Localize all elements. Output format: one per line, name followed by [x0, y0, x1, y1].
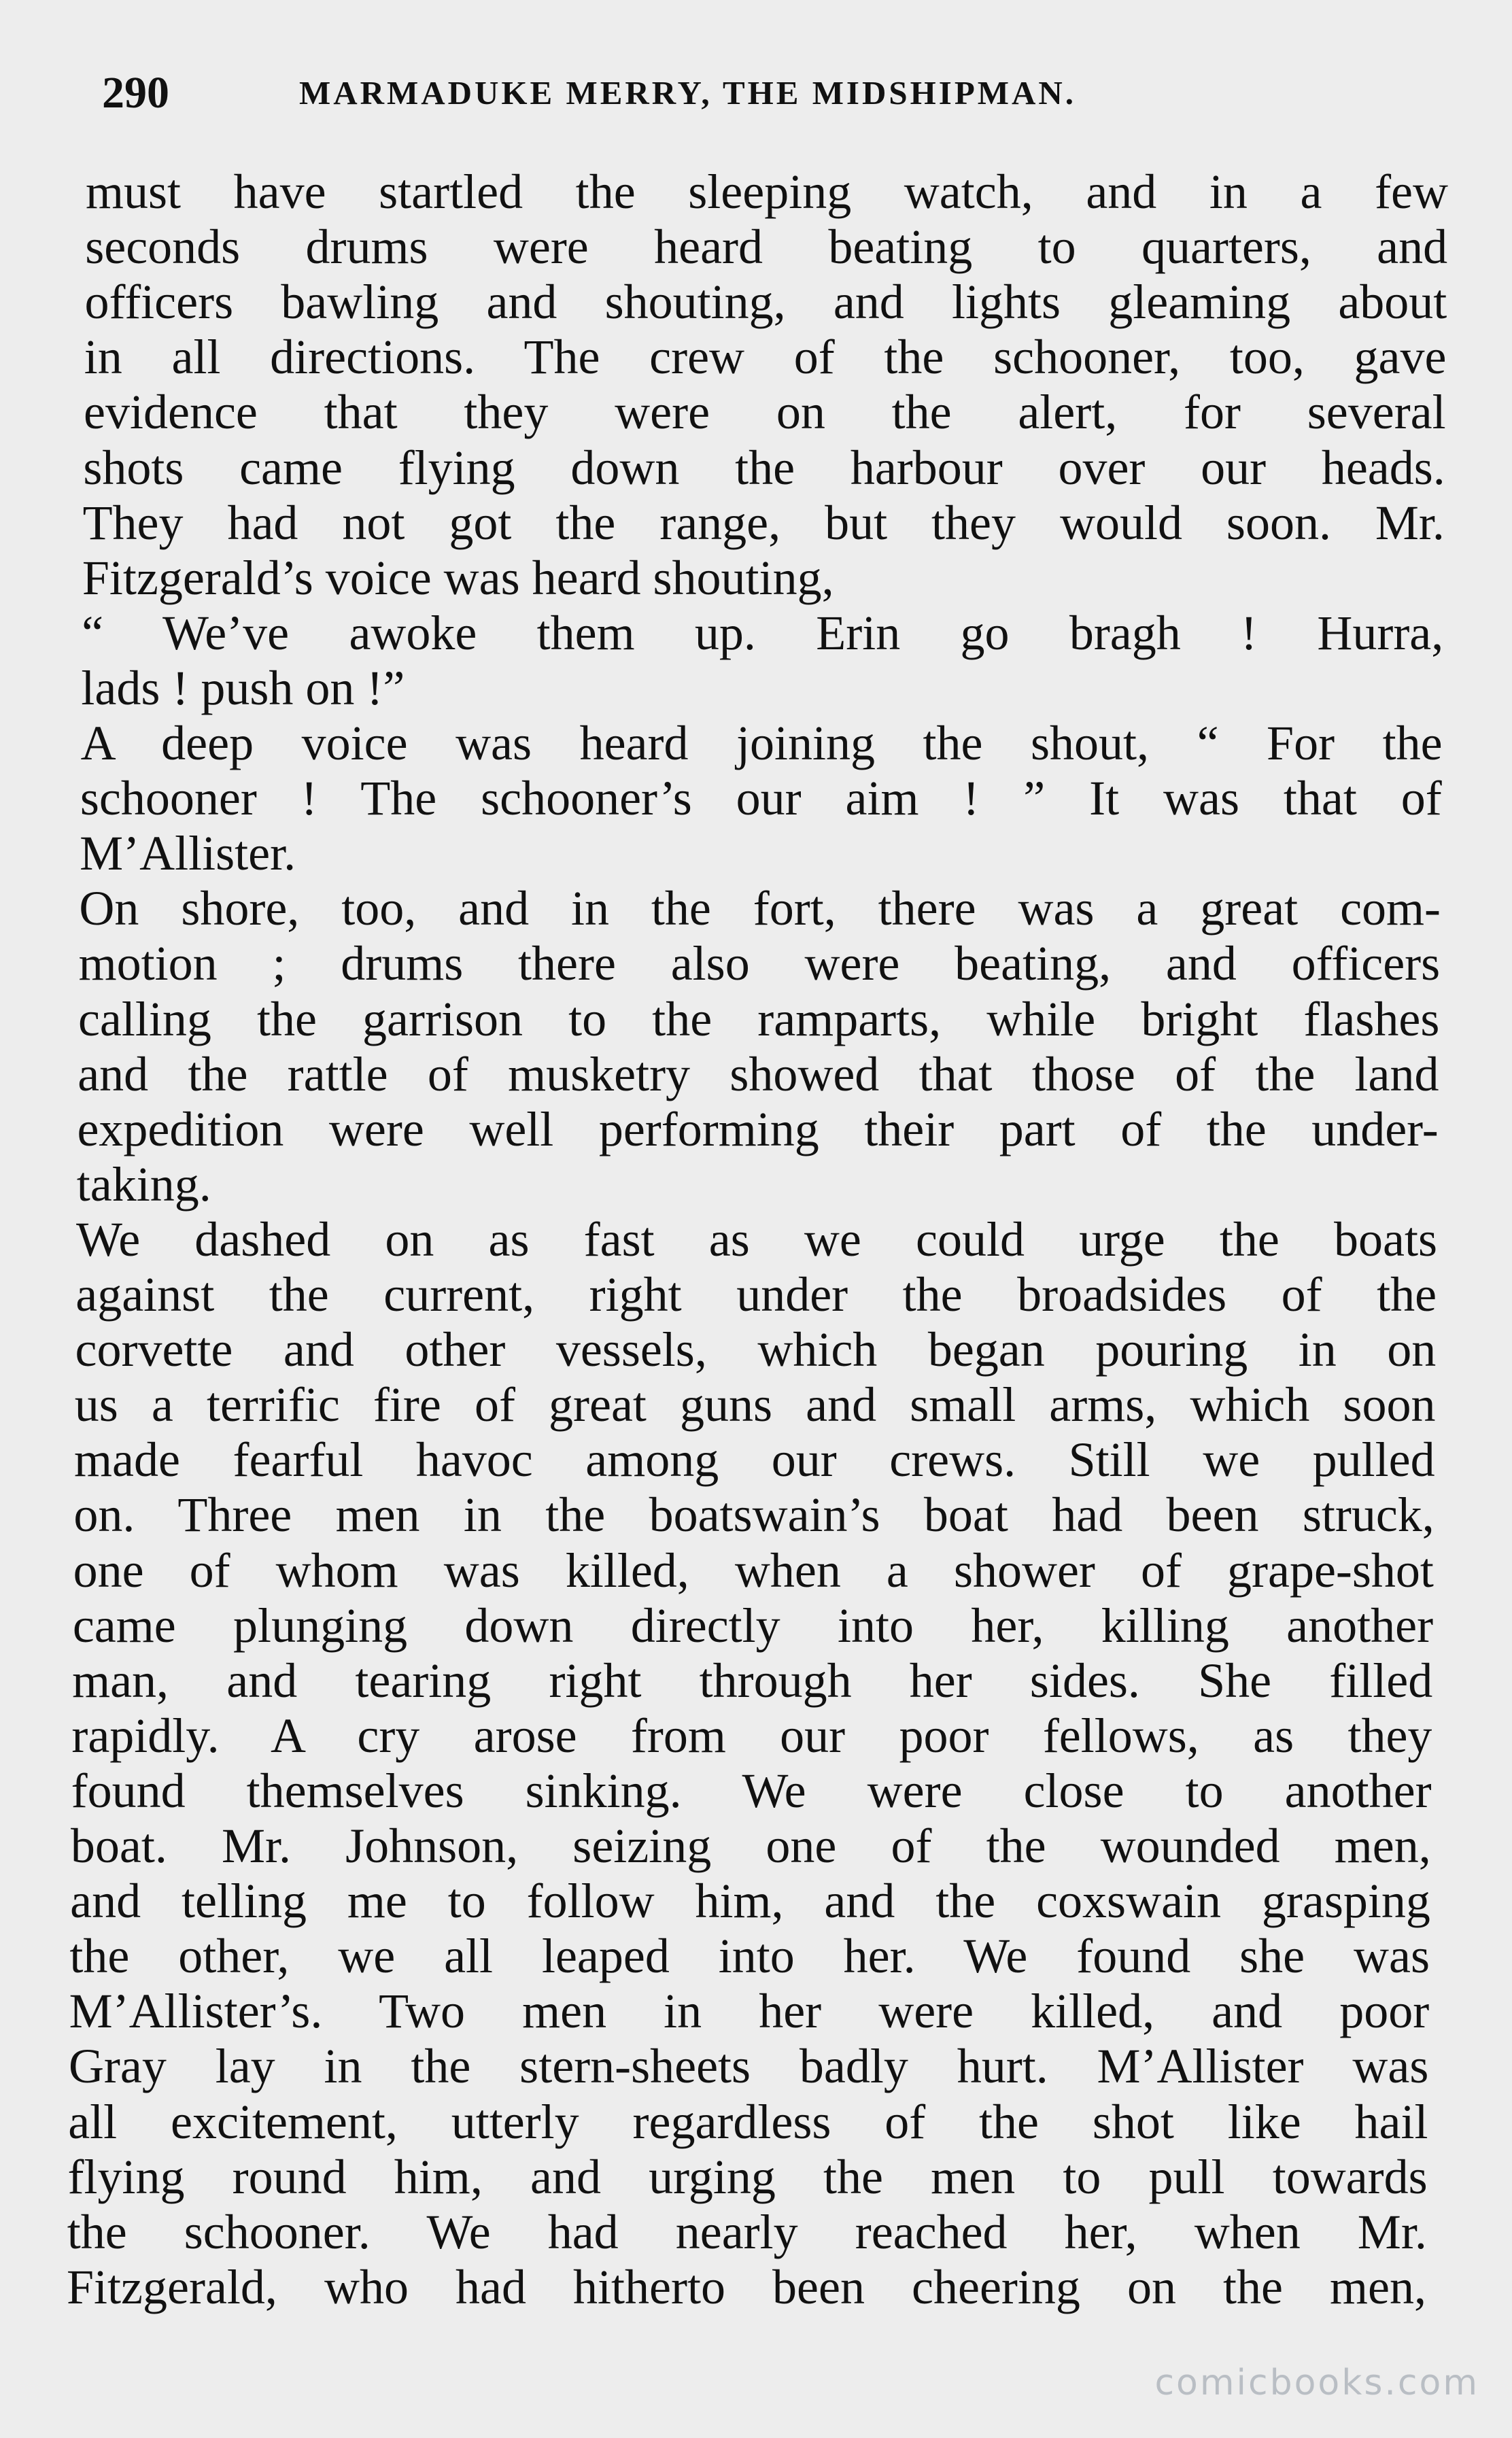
text-line: seconds drums were heard beating to quarters, and: [85, 220, 1448, 275]
text-line: officers bawling and shouting, and lights gleaming about: [84, 275, 1447, 330]
text-line: and telling me to follow him, and the coxswain grasping: [70, 1874, 1430, 1929]
text-line: lads ! push on !”: [81, 660, 405, 715]
text-line: rapidly. A cry arose from our poor fellows, as they: [71, 1708, 1432, 1763]
text-line: one of whom was killed, when a shower of grape-shot: [73, 1543, 1434, 1598]
text-line: all excitement, utterly regardless of the shot like hail: [68, 2094, 1428, 2149]
watermark: comicbooks.com: [1154, 2363, 1479, 2403]
text-line: shots came flying down the harbour over our heads.: [83, 440, 1445, 495]
text-line: man, and tearing right through her sides. She filled: [72, 1653, 1433, 1708]
text-line: and the rattle of musketry showed that those of the land: [78, 1046, 1439, 1101]
text-line: “ We’ve awoke them up. Erin go bragh ! Hurra,: [82, 605, 1444, 660]
text-line: expedition were well performing their part of the under-: [77, 1101, 1439, 1156]
text-line: M’Allister.: [80, 826, 296, 881]
page-number: 290: [102, 68, 169, 118]
text-line: M’Allister’s. Two men in her were killed, and poor: [69, 1984, 1430, 2039]
text-line: Fitzgerald, who had hitherto been cheering on the men,: [67, 2259, 1426, 2314]
text-line: motion ; drums there also were beating, and officers: [78, 936, 1441, 991]
text-line: schooner ! The schooner’s our aim ! ” It was that of: [80, 771, 1442, 826]
text-line: Fitzgerald’s voice was heard shouting,: [82, 550, 834, 605]
text-line: corvette and other vessels, which began pouring in on: [75, 1322, 1437, 1377]
text-line: in all directions. The crew of the schooner, too, gave: [84, 330, 1447, 385]
text-line: the schooner. We had nearly reached her, when Mr.: [67, 2204, 1427, 2259]
text-line: taking.: [76, 1156, 211, 1212]
text-line: They had not got the range, but they would soon. Mr.: [82, 495, 1445, 550]
text-line: flying round him, and urging the men to pull towards: [67, 2149, 1428, 2204]
text-line: A deep voice was heard joining the shout, “ For the: [80, 716, 1443, 770]
text-line: the other, we all leaped into her. We found she was: [69, 1929, 1430, 1984]
text-line: came plunging down directly into her, killing another: [72, 1598, 1434, 1653]
text-line: on. Three men in the boatswain’s boat had been struck,: [73, 1488, 1434, 1543]
text-line: us a terrific fire of great guns and small arms, which soon: [74, 1377, 1436, 1432]
text-line: We dashed on as fast as we could urge the boats: [76, 1212, 1437, 1267]
text-line: found themselves sinking. We were close to another: [71, 1763, 1432, 1818]
text-line: evidence that they were on the alert, for several: [84, 385, 1446, 440]
text-line: On shore, too, and in the fort, there was a great com-: [79, 881, 1441, 936]
text-line: Gray lay in the stern-sheets badly hurt. M’Allister was: [68, 2039, 1429, 2094]
text-line: made fearful havoc among our crews. Still we pulled: [74, 1432, 1435, 1488]
running-title: MARMADUKE MERRY, THE MIDSHIPMAN.: [299, 74, 1077, 111]
text-line: must have startled the sleeping watch, and in a few: [86, 165, 1448, 219]
text-line: calling the garrison to the ramparts, while bright flashes: [78, 991, 1440, 1046]
text-line: boat. Mr. Johnson, seizing one of the wounded men,: [70, 1819, 1431, 1873]
text-line: against the current, right under the broadsides of the: [75, 1267, 1437, 1322]
